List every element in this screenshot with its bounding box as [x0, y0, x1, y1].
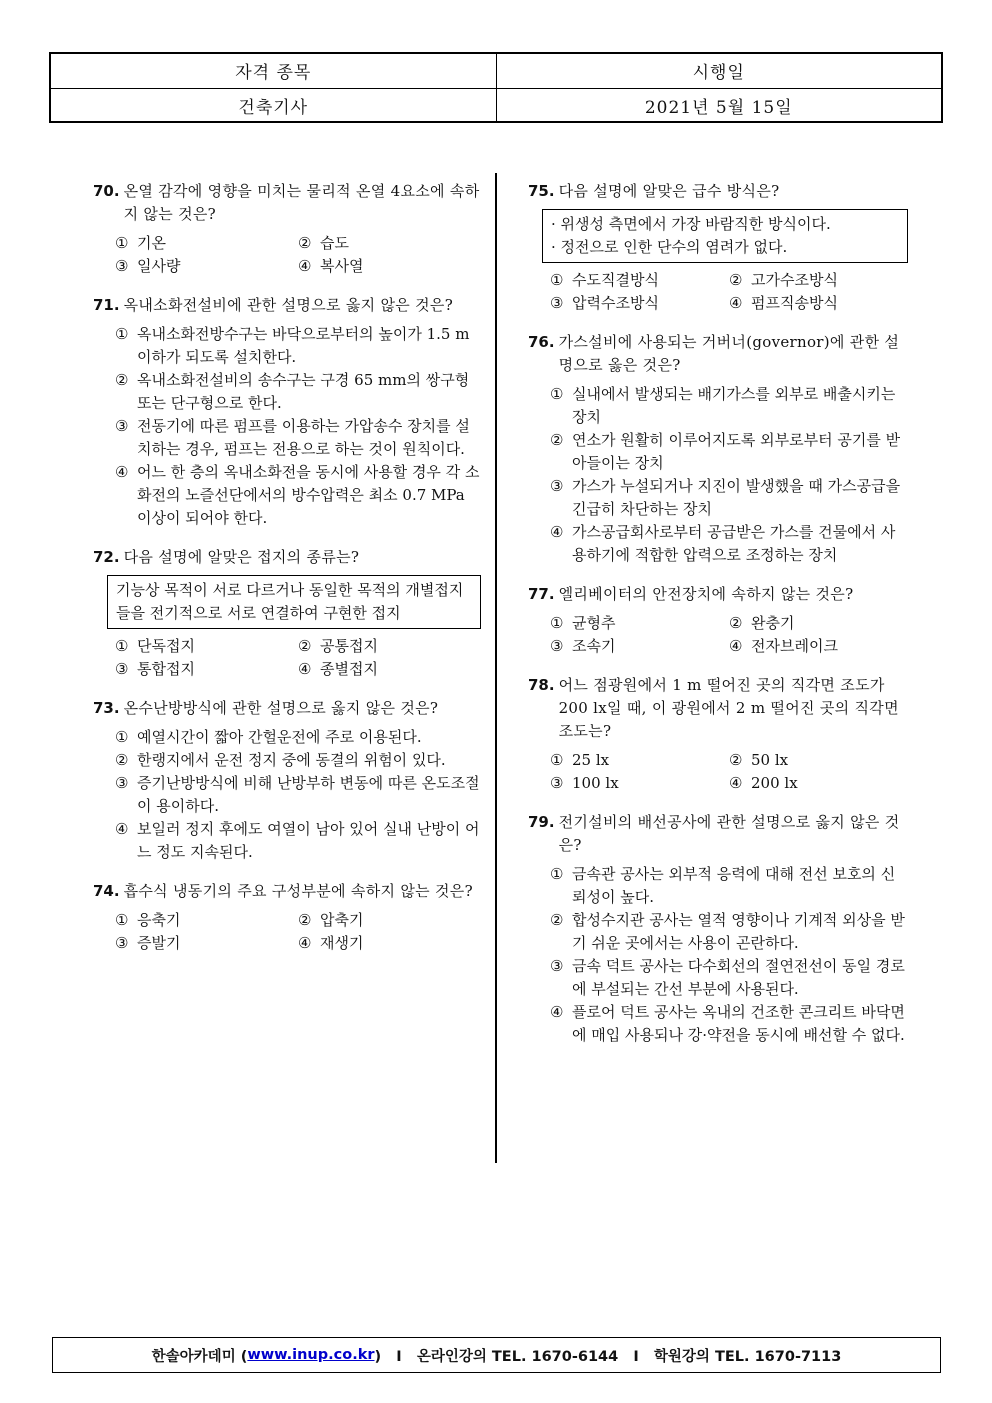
option-text: 옥내소화전설비의 송수구는 구경 65 mm의 쌍구형 또는 단구형으로 한다. [137, 371, 470, 412]
answer-option [550, 909, 908, 955]
question-block [93, 546, 481, 681]
option-text: 한랭지에서 운전 정지 중에 동결의 위험이 있다. [137, 751, 446, 769]
answer-option [550, 863, 908, 909]
option-marker: ③ [550, 957, 564, 975]
option-text: 50 lx [751, 751, 789, 769]
question-block [93, 294, 481, 530]
option-text: 가스공급회사로부터 공급받은 가스를 건물에서 사용하기에 적합한 압력으로 조정하는 장치 [572, 523, 896, 564]
option-marker: ② [550, 911, 564, 929]
question-block [528, 674, 908, 795]
answer-option [729, 635, 908, 658]
option-text: 균형추 [572, 614, 616, 632]
answer-option [550, 772, 729, 795]
column-divider [495, 173, 497, 1163]
exam-header-table [49, 52, 943, 123]
question-number: 79. [528, 813, 555, 831]
answer-option [298, 232, 481, 255]
option-text: 고가수조방식 [751, 271, 838, 289]
header-label-qualification: 자격 종목 [235, 63, 312, 84]
option-marker: ④ [298, 660, 312, 678]
option-text: 압축기 [320, 911, 364, 929]
option-marker: ① [115, 728, 129, 746]
answer-option [115, 909, 298, 932]
option-marker: ① [115, 637, 129, 655]
question-text: 온열 감각에 영향을 미치는 물리적 온열 4요소에 속하지 않는 것은? [123, 182, 480, 223]
option-text: 전자브레이크 [751, 637, 838, 655]
option-marker: ④ [550, 1003, 564, 1021]
question-number: 76. [528, 333, 555, 351]
option-marker: ① [115, 911, 129, 929]
condition-box [107, 575, 481, 629]
option-marker: ① [550, 271, 564, 289]
answer-option [115, 658, 298, 681]
question-block [93, 180, 481, 278]
question-text: 엘리베이터의 안전장치에 속하지 않는 것은? [558, 585, 854, 603]
answer-option [298, 658, 481, 681]
option-text: 종별접지 [320, 660, 378, 678]
answer-options [115, 232, 481, 278]
option-marker: ① [550, 385, 564, 403]
option-marker: ④ [729, 774, 743, 792]
answer-option [550, 955, 908, 1001]
header-label-exam-date: 시행일 [496, 54, 942, 88]
condition-line: · 정전으로 인한 단수의 염려가 없다. [551, 238, 788, 256]
question-number: 78. [528, 676, 555, 694]
option-marker: ③ [115, 660, 129, 678]
right-column [528, 180, 908, 1063]
answer-option [729, 749, 908, 772]
header-subject: 건축기사 [238, 97, 309, 118]
answer-option [550, 292, 729, 315]
question-text: 옥내소화전설비에 관한 설명으로 옳지 않은 것은? [123, 296, 454, 314]
option-marker: ④ [550, 523, 564, 541]
option-text: 조속기 [572, 637, 616, 655]
option-text: 증발기 [137, 934, 181, 952]
answer-option [115, 255, 298, 278]
option-text: 25 lx [572, 751, 610, 769]
question-text: 다음 설명에 알맞은 급수 방식은? [558, 182, 780, 200]
question-title [528, 674, 908, 743]
option-marker: ② [298, 911, 312, 929]
answer-option [729, 612, 908, 635]
answer-options [550, 863, 908, 1047]
option-marker: ① [550, 614, 564, 632]
option-marker: ① [115, 234, 129, 252]
answer-options [550, 612, 908, 658]
footer-url-link[interactable]: www.inup.co.kr [247, 1347, 375, 1363]
question-title [93, 180, 481, 226]
option-text: 응축기 [137, 911, 181, 929]
option-text: 금속 덕트 공사는 다수회선의 절연전선이 동일 경로에 부설되는 간선 부분에 사용된다. [572, 957, 905, 998]
option-text: 실내에서 발생되는 배기가스를 외부로 배출시키는 장치 [572, 385, 896, 426]
question-text: 흡수식 냉동기의 주요 구성부분에 속하지 않는 것은? [123, 882, 473, 900]
option-marker: ① [115, 325, 129, 343]
answer-option [115, 726, 481, 749]
option-marker: ③ [550, 477, 564, 495]
option-text: 완충기 [751, 614, 795, 632]
option-marker: ③ [115, 257, 129, 275]
option-text: 복사열 [320, 257, 364, 275]
option-text: 재생기 [320, 934, 364, 952]
option-text: 단독접지 [137, 637, 195, 655]
answer-option [115, 635, 298, 658]
answer-option [729, 292, 908, 315]
condition-box [542, 209, 908, 263]
option-marker: ③ [550, 637, 564, 655]
option-text: 금속관 공사는 외부적 응력에 대해 전선 보호의 신뢰성이 높다. [572, 865, 896, 906]
answer-option [550, 1001, 908, 1047]
option-marker: ② [298, 637, 312, 655]
answer-options [550, 269, 908, 315]
condition-line: · 위생성 측면에서 가장 바람직한 방식이다. [551, 215, 831, 233]
question-title [528, 331, 908, 377]
question-number: 73. [93, 699, 120, 717]
answer-option [550, 612, 729, 635]
option-marker: ③ [550, 294, 564, 312]
option-marker: ④ [729, 637, 743, 655]
question-number: 77. [528, 585, 555, 603]
option-text: 옥내소화전방수구는 바닥으로부터의 높이가 1.5 m 이하가 되도록 설치한다. [137, 325, 470, 366]
option-text: 수도직결방식 [572, 271, 659, 289]
option-text: 전동기에 따른 펌프를 이용하는 가압송수 장치를 설치하는 경우, 펌프는 전용으로 하는 것이 원칙이다. [137, 417, 470, 458]
answer-option [550, 475, 908, 521]
question-text: 가스설비에 사용되는 거버너(governor)에 관한 설명으로 옳은 것은? [558, 333, 900, 374]
answer-options [115, 323, 481, 530]
option-text: 습도 [320, 234, 349, 252]
option-text: 가스가 누설되거나 지진이 발생했을 때 가스공급을 긴급히 차단하는 장치 [572, 477, 901, 518]
answer-option [115, 461, 481, 530]
option-text: 펌프직송방식 [751, 294, 838, 312]
question-title [93, 294, 481, 317]
footer-academy: 한솔아카데미 ( [151, 1348, 248, 1365]
answer-option [729, 772, 908, 795]
question-text: 다음 설명에 알맞은 접지의 종류는? [123, 548, 360, 566]
answer-option [298, 635, 481, 658]
option-text: 어느 한 층의 옥내소화전을 동시에 사용할 경우 각 소화전의 노즐선단에서의 방수압력은 최소 0.7 MPa 이상이 되어야 한다. [137, 463, 480, 527]
option-marker: ② [729, 271, 743, 289]
option-marker: ④ [729, 294, 743, 312]
question-block [528, 180, 908, 315]
option-text: 공통접지 [320, 637, 378, 655]
answer-option [550, 383, 908, 429]
question-number: 75. [528, 182, 555, 200]
answer-option [115, 772, 481, 818]
option-text: 통합접지 [137, 660, 195, 678]
option-text: 기온 [137, 234, 166, 252]
question-text: 온수난방방식에 관한 설명으로 옳지 않은 것은? [123, 699, 439, 717]
option-marker: ③ [550, 774, 564, 792]
answer-option [115, 369, 481, 415]
option-text: 예열시간이 짧아 간헐운전에 주로 이용된다. [137, 728, 422, 746]
option-text: 압력수조방식 [572, 294, 659, 312]
footer-contacts: ) I 온라인강의 TEL. 1670-6144 I 학원강의 TEL. 1670-7113 [374, 1348, 842, 1365]
header-date: 2021년 5월 15일 [496, 89, 942, 123]
answer-options [550, 749, 908, 795]
option-marker: ④ [115, 820, 129, 838]
option-marker: ③ [115, 774, 129, 792]
answer-options [115, 726, 481, 864]
question-number: 74. [93, 882, 120, 900]
question-number: 70. [93, 182, 120, 200]
question-title [528, 811, 908, 857]
question-block [528, 331, 908, 567]
answer-option [298, 932, 481, 955]
option-marker: ④ [298, 257, 312, 275]
answer-option [550, 521, 908, 567]
option-marker: ② [115, 371, 129, 389]
question-title [93, 880, 481, 903]
question-number: 71. [93, 296, 120, 314]
option-text: 증기난방방식에 비해 난방부하 변동에 따른 온도조절이 용이하다. [137, 774, 480, 815]
footer-bar [52, 1337, 941, 1373]
answer-option [115, 932, 298, 955]
option-text: 100 lx [572, 774, 619, 792]
left-column [93, 180, 481, 971]
option-text: 플로어 덕트 공사는 옥내의 건조한 콘크리트 바닥면에 매입 사용되나 강·약전을 동시에 배선할 수 없다. [572, 1003, 905, 1044]
answer-option [115, 415, 481, 461]
option-marker: ② [729, 751, 743, 769]
question-block [93, 880, 481, 955]
question-title [93, 546, 481, 569]
option-marker: ③ [115, 417, 129, 435]
answer-option [298, 255, 481, 278]
question-number: 72. [93, 548, 120, 566]
question-title [528, 180, 908, 203]
option-marker: ① [550, 751, 564, 769]
option-marker: ④ [115, 463, 129, 481]
question-text: 어느 점광원에서 1 m 떨어진 곳의 직각면 조도가 200 lx일 때, 이 광원에서 2 m 떨어진 곳의 직각면 조도는? [558, 676, 899, 740]
answer-options [115, 909, 481, 955]
option-text: 연소가 원활히 이루어지도록 외부로부터 공기를 받아들이는 장치 [572, 431, 901, 472]
question-text: 전기설비의 배선공사에 관한 설명으로 옳지 않은 것은? [558, 813, 900, 854]
option-marker: ③ [115, 934, 129, 952]
question-title [93, 697, 481, 720]
option-marker: ② [115, 751, 129, 769]
option-text: 합성수지관 공사는 열적 영향이나 기계적 외상을 받기 쉬운 곳에서는 사용이 곤란하다. [572, 911, 905, 952]
answer-option [550, 269, 729, 292]
answer-option [550, 429, 908, 475]
option-marker: ② [729, 614, 743, 632]
question-block [528, 583, 908, 658]
question-block [93, 697, 481, 864]
answer-option [115, 749, 481, 772]
option-marker: ② [550, 431, 564, 449]
option-text: 200 lx [751, 774, 798, 792]
answer-option [115, 323, 481, 369]
question-block [528, 811, 908, 1047]
option-text: 일사량 [137, 257, 181, 275]
answer-option [550, 635, 729, 658]
answer-option [115, 818, 481, 864]
answer-option [550, 749, 729, 772]
answer-options [115, 635, 481, 681]
option-marker: ② [298, 234, 312, 252]
answer-option [115, 232, 298, 255]
answer-options [550, 383, 908, 567]
option-marker: ④ [298, 934, 312, 952]
answer-option [298, 909, 481, 932]
condition-line: 기능상 목적이 서로 다르거나 동일한 목적의 개별접지들을 전기적으로 서로 연결하여 구현한 접지 [116, 581, 464, 622]
option-text: 보일러 정지 후에도 여열이 남아 있어 실내 난방이 어느 정도 지속된다. [137, 820, 480, 861]
answer-option [729, 269, 908, 292]
option-marker: ① [550, 865, 564, 883]
question-title [528, 583, 908, 606]
